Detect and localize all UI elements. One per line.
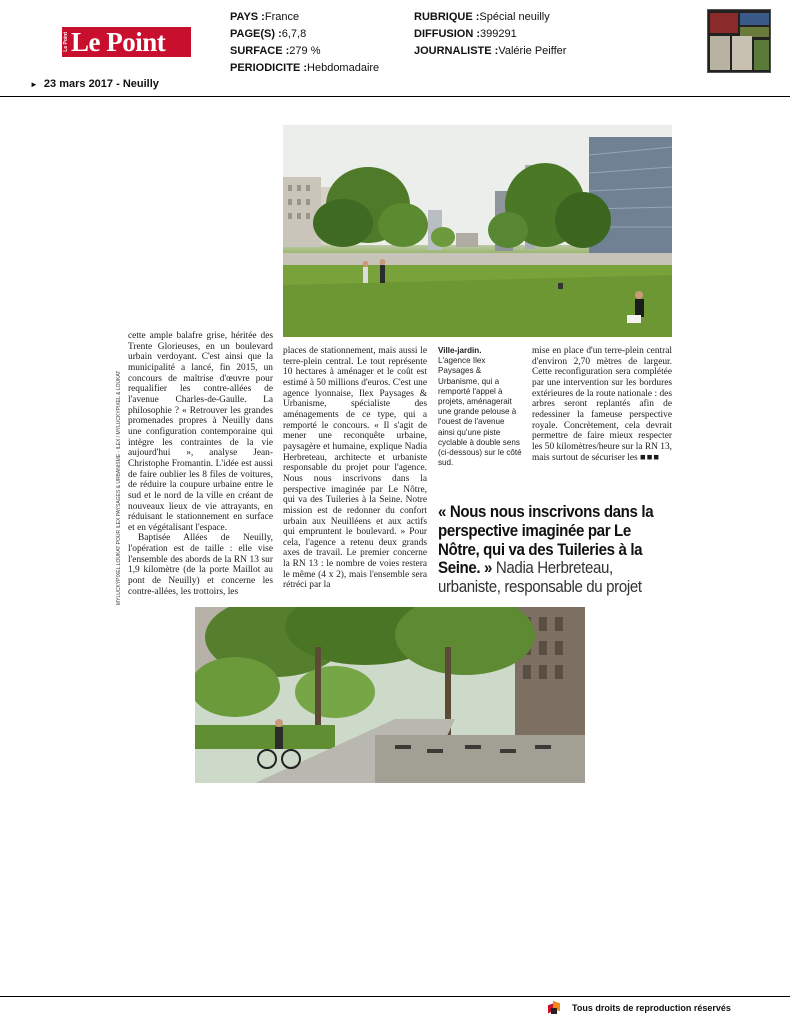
photo-lawn-perspective xyxy=(283,125,672,337)
dateline-text: 23 mars 2017 - Neuilly xyxy=(43,78,159,90)
caption-text: L'agence Ilex Paysages & Urbanisme, qui a remporté l'appel à projets, aménagerait une grande pelouse à l'ouest de l'avenue ainsi qu'une piste cyclable à double sens (ci-dessous) sur le côté sud. xyxy=(438,356,522,468)
end-mark: ■■■ xyxy=(640,452,661,463)
meta-circulation: DIFFUSION :399291 xyxy=(414,28,517,40)
article-column-1 xyxy=(128,331,273,597)
logo-text: Le Point xyxy=(71,26,166,57)
meta-right xyxy=(414,9,566,60)
photo-caption xyxy=(438,346,522,468)
pull-quote xyxy=(438,503,655,597)
footer xyxy=(548,1002,731,1014)
pull-quote-author: Nadia Herbreteau, urbaniste, responsable du projet xyxy=(438,559,642,597)
meta-country: PAYS :France xyxy=(230,11,300,23)
photo-credit: MYLUCKYPIXEL.LOUKAT POUR ILEX PAYSAGES & URBANISME - ILEX / MYLUCKYPIXEL & LOUKAT xyxy=(116,370,122,605)
article-column-2 xyxy=(283,346,427,591)
meta-periodicity: PERIODICITE :Hebdomadaire xyxy=(230,62,380,74)
dateline xyxy=(30,78,159,90)
footer-divider xyxy=(0,996,790,997)
press-agency-icon xyxy=(548,1002,560,1014)
header-divider xyxy=(0,96,790,97)
rights-notice: Tous droits de reproduction réservés xyxy=(572,1003,731,1013)
meta-surface: SURFACE :279 % xyxy=(230,45,321,57)
article-column-3 xyxy=(532,346,672,463)
article-paragraph: cette ample balafre grise, héritée des Trente Glorieuses, en un boulevard urbain verdoyant. C'est ainsi que la municipalité a lancé, fin 2015, un concours de maîtrise d'œuvre pour requalifier les contre-allées de l'avenue Charles-de-Gaulle. La philosophie ? « Retrouver les grandes promenades propres à Neuilly dans une configuration contemporaine qui intègre les contraintes de la vie aujourd'hui », analyse Jean-Christophe Fromantin. L'idée est aussi de faire oublier les 8 files de voitures, de réduire la coupure urbaine entre le sud et le nord de la ville en créant de nouveaux lieux de vie attrayants, en réduisant le stationnement en surface et en végétalisant l'espace. xyxy=(128,331,273,533)
arrow-right-icon: ► xyxy=(30,80,38,89)
meta-pages: PAGE(S) :6,7,8 xyxy=(230,28,307,40)
logo-small-text: Le Point xyxy=(63,32,69,52)
page-thumbnail xyxy=(707,9,771,73)
meta-section: RUBRIQUE :Spécial neuilly xyxy=(414,11,550,23)
article-paragraph: mise en place d'un terre-plein central d'environ 2,70 mètres de largeur. Cette reconfiguration sera complétée par une intervention sur les bordures extérieures de la route nationale : des arbres seront replantés afin de redessiner la fameuse perspective royale. Concrètement, cela devrait permettre de faire mieux respecter les 50 kilomètres/heure sur la RN 13, mais surtout de sécuriser les ■■■ xyxy=(532,346,672,463)
meta-left xyxy=(230,9,379,77)
publication-logo xyxy=(62,27,191,57)
photo-cycle-path xyxy=(195,607,585,783)
article-paragraph: places de stationnement, mais aussi le terre-plein central. Le tout représente 10 hectares à aménager et le coût est estimé à 50 millions d'euros. C'est une agence lyonnaise, Ilex Paysages & Urbanisme, spécialiste des aménagements de ce type, qui a remporté le concours. « Il s'agit de mener une reconquête urbaine, paysagère et humaine, explique Nadia Herbreteau, architecte et urbaniste responsable du projet pour l'agence. Nous nous inscrivons dans la perspective imaginée par Le Nôtre, qui va des Tuileries à la Seine. Notre mission est de redonner du confort urbain aux Neuilléens et aux actifs qui empruntent le boulevard. » Pour cela, l'agence a retenu deux grands axes de travail. Le premier concerne la RN 13 : le nombre de voies restera le même (4 x 2), mais l'ensemble sera rétréci par la xyxy=(283,346,427,591)
article-paragraph: Baptisée Allées de Neuilly, l'opération est de taille : elle vise l'ensemble des abords de la RN 13 sur 1,9 kilomètre (de la porte Maillot au pont de Neuilly) et concerne les contre-allées, les trottoirs, les xyxy=(128,533,273,597)
caption-title: Ville-jardin. xyxy=(438,346,482,355)
lawn-illustration xyxy=(283,125,672,337)
pull-quote-text: « Nous nous inscrivons dans la perspective imaginée par Le Nôtre, qui va des Tuileries à la Seine. » xyxy=(438,503,654,578)
cycle-path-illustration xyxy=(195,607,585,783)
meta-journalist: JOURNALISTE :Valérie Peiffer xyxy=(414,45,567,57)
